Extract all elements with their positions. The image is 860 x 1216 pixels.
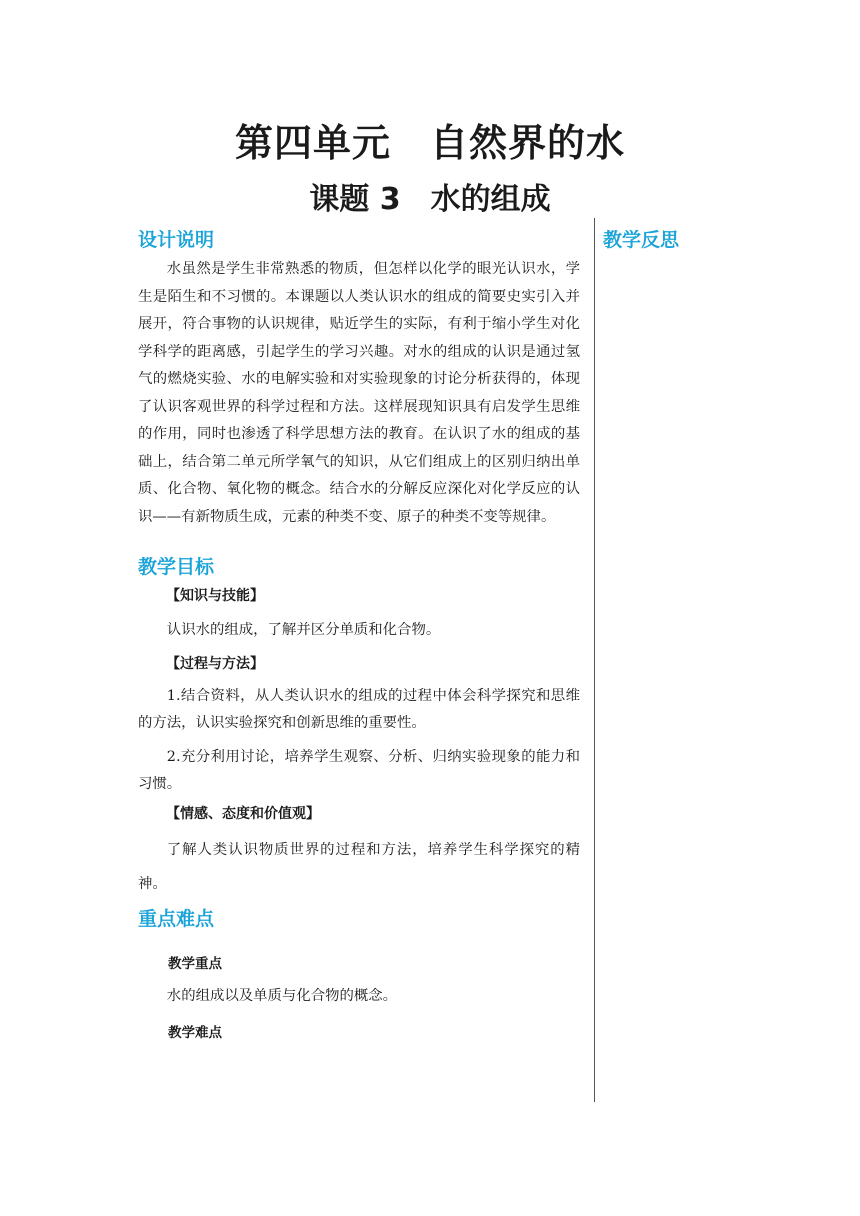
design-heading: 设计说明 bbox=[138, 229, 215, 251]
side-column bbox=[603, 226, 803, 254]
lesson-title: 课题 3 水的组成 bbox=[309, 182, 551, 217]
emotion-label: 【情感、态度和价值观】 bbox=[166, 805, 320, 822]
focus-text: 水的组成以及单质与化合物的概念。 bbox=[166, 987, 398, 1004]
focus-label: 教学重点 bbox=[168, 955, 222, 972]
design-paragraph: 水虽然是学生非常熟悉的物质，但怎样以化学的眼光认识水，学生是陌生和不习惯的。本课题以人类认识水的组成的简要史实引入并展开，符合事物的认识规律，贴近学生的实际，有利于缩小学生对化学科学的距离感，引起学生的学习兴趣。对水的组成的认识是通过氢气的燃烧实验、水的电解实验和对实验现象的讨论分析获得的，体现了认识客观世界的科学过程和方法。这样展现知识具有启发学生思维的作用，同时也渗透了科学思想方法的教育。在认识了水的组成的基础上，结合第二单元所学氧气的知识，从它们组成上的区别归纳出单质、化合物、氧化物的概念。结合水的分解反应深化对化学反应的认识——有新物质生成，元素的种类不变、原子的种类不变等规律。 bbox=[138, 261, 580, 525]
process-label: 【过程与方法】 bbox=[166, 655, 264, 672]
column-divider bbox=[594, 218, 595, 1102]
objectives-heading: 教学目标 bbox=[138, 556, 215, 578]
key-points-heading: 重点难点 bbox=[138, 907, 215, 930]
process-item-2: 2.充分利用讨论，培养学生观察、分析、归纳实验现象的能力和习惯。 bbox=[138, 748, 580, 792]
unit-title: 第四单元 自然界的水 bbox=[234, 121, 625, 165]
knowledge-text: 认识水的组成，了解并区分单质和化合物。 bbox=[166, 622, 441, 638]
emotion-text: 了解人类认识物质世界的过程和方法，培养学生科学探究的精神。 bbox=[138, 841, 580, 892]
knowledge-label: 【知识与技能】 bbox=[166, 588, 264, 604]
reflection-heading: 教学反思 bbox=[603, 229, 680, 251]
process-item-1: 1.结合资料，从人类认识水的组成的过程中体会科学探究和思维的方法，认识实验探究和创新思维的重要性。 bbox=[138, 687, 580, 731]
difficulty-label: 教学难点 bbox=[168, 1025, 222, 1041]
main-column bbox=[138, 226, 580, 1044]
